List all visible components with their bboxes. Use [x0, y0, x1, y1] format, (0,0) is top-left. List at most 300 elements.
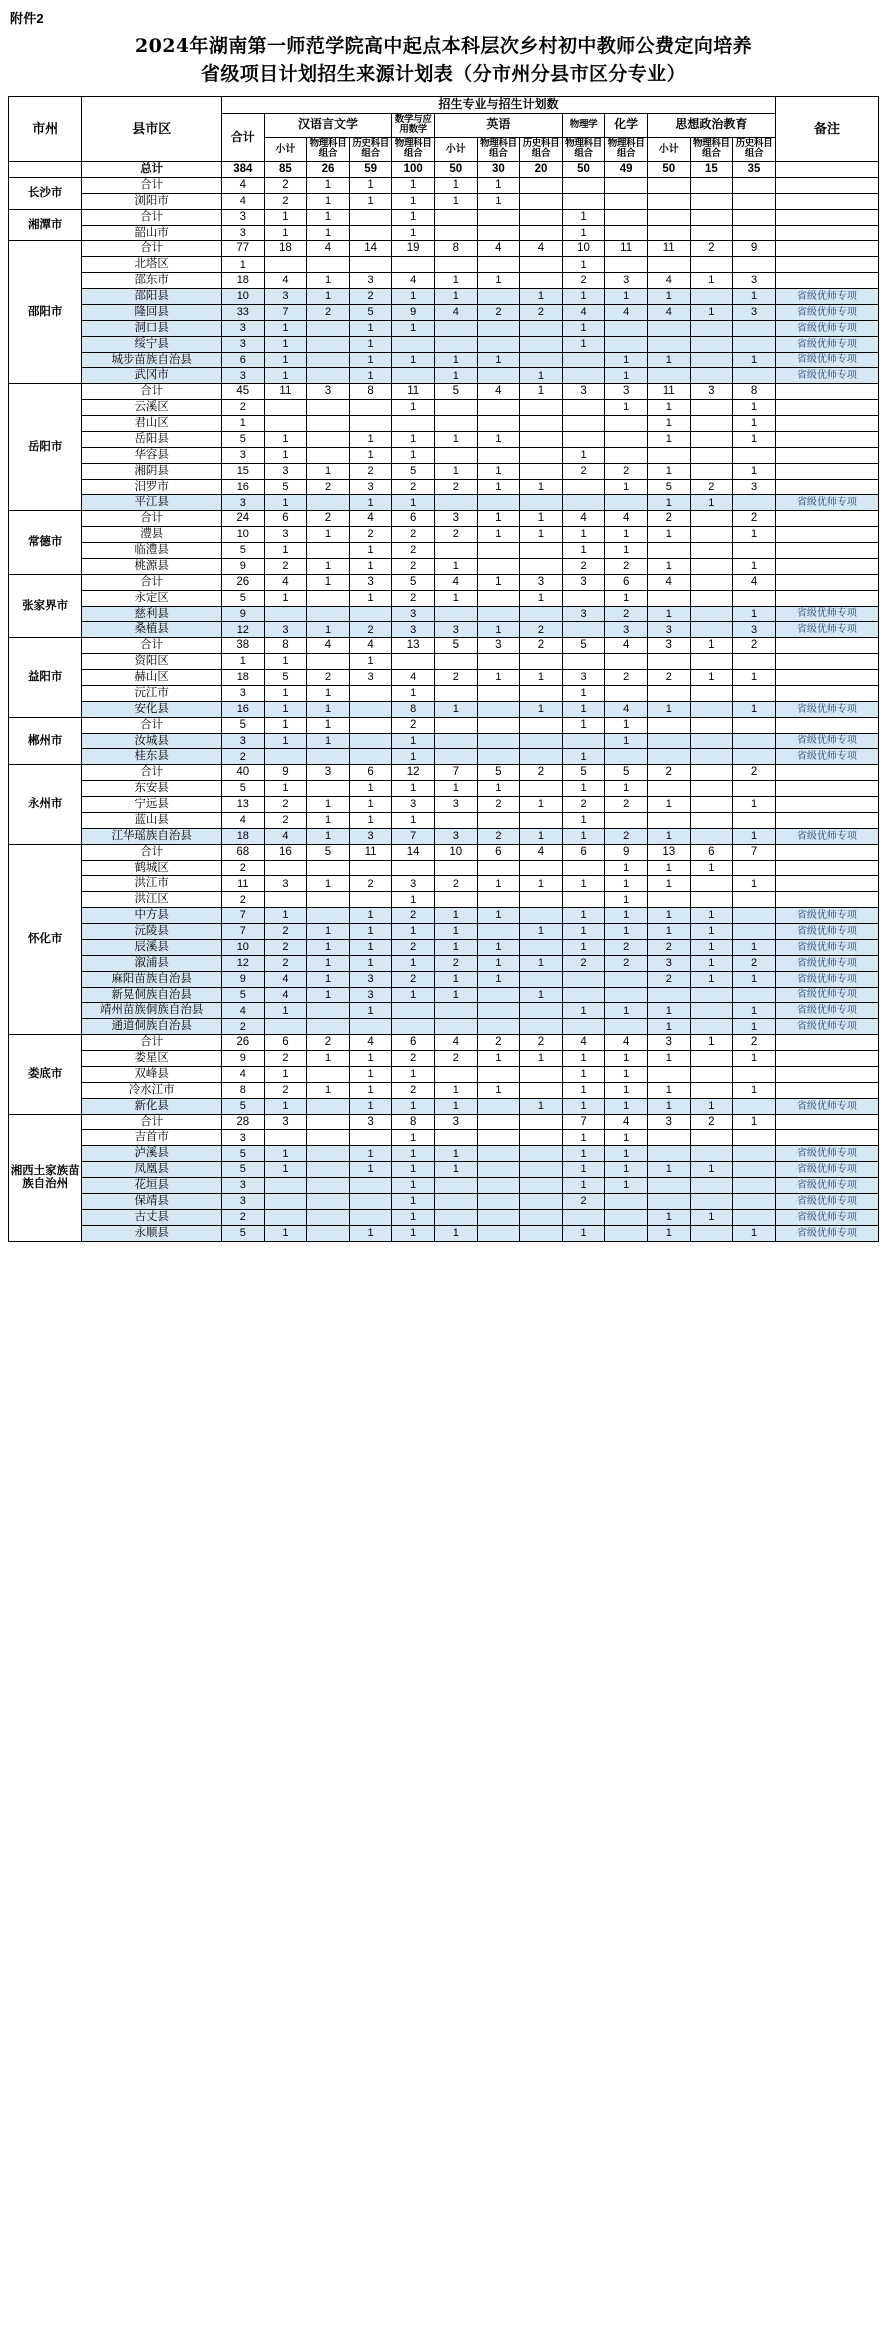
- plan-value-1: 2: [264, 955, 307, 971]
- plan-value-9: 1: [605, 717, 648, 733]
- plan-value-9: 1: [605, 368, 648, 384]
- table-row: [9, 670, 879, 686]
- plan-value-12: [733, 590, 776, 606]
- plan-value-1: 8: [264, 638, 307, 654]
- table-row: [9, 209, 879, 225]
- plan-value-0: 5: [222, 543, 265, 559]
- plan-value-12: 1: [733, 1114, 776, 1130]
- county-cell: 泸溪县: [82, 1146, 222, 1162]
- plan-value-2: [307, 1066, 350, 1082]
- plan-value-4: 1: [392, 320, 435, 336]
- county-cell: 合计: [82, 1114, 222, 1130]
- plan-value-11: 1: [690, 955, 733, 971]
- plan-value-9: 2: [605, 463, 648, 479]
- county-cell: 洪江区: [82, 892, 222, 908]
- plan-value-4: 12: [392, 765, 435, 781]
- plan-value-4: 1: [392, 431, 435, 447]
- plan-value-7: [520, 320, 563, 336]
- plan-value-0: 3: [222, 336, 265, 352]
- plan-value-9: [605, 812, 648, 828]
- table-row: [9, 1146, 879, 1162]
- plan-value-4: [392, 416, 435, 432]
- table-row: [9, 622, 879, 638]
- plan-value-2: 1: [307, 209, 350, 225]
- plan-value-2: 1: [307, 1082, 350, 1098]
- plan-value-4: 1: [392, 177, 435, 193]
- plan-value-0: 7: [222, 924, 265, 940]
- plan-value-12: [733, 781, 776, 797]
- plan-value-7: 1: [520, 479, 563, 495]
- plan-value-5: [434, 225, 477, 241]
- plan-value-9: 3: [605, 384, 648, 400]
- plan-value-4: 1: [392, 1162, 435, 1178]
- plan-value-2: 1: [307, 876, 350, 892]
- grand-total-value-7: 20: [520, 162, 563, 178]
- note-cell: [775, 876, 878, 892]
- plan-value-0: 2: [222, 749, 265, 765]
- plan-value-9: 1: [605, 543, 648, 559]
- plan-value-5: 1: [434, 273, 477, 289]
- plan-value-5: 2: [434, 955, 477, 971]
- grand-total-value-12: 35: [733, 162, 776, 178]
- note-cell: 省级优师专项: [775, 352, 878, 368]
- plan-value-8: 1: [562, 701, 605, 717]
- table-row: [9, 273, 879, 289]
- plan-value-6: 1: [477, 273, 520, 289]
- plan-value-12: 1: [733, 1003, 776, 1019]
- plan-value-6: 1: [477, 1051, 520, 1067]
- plan-value-11: [690, 590, 733, 606]
- plan-value-11: [690, 1146, 733, 1162]
- header-row-1: [9, 97, 879, 113]
- plan-value-5: 1: [434, 939, 477, 955]
- plan-value-8: [562, 400, 605, 416]
- plan-value-5: [434, 812, 477, 828]
- plan-value-8: 1: [562, 749, 605, 765]
- plan-value-12: [733, 1209, 776, 1225]
- plan-value-10: [647, 177, 690, 193]
- plan-value-1: 2: [264, 177, 307, 193]
- plan-value-12: [733, 749, 776, 765]
- table-row: [9, 304, 879, 320]
- plan-value-11: [690, 431, 733, 447]
- plan-value-11: [690, 1051, 733, 1067]
- plan-value-12: [733, 336, 776, 352]
- table-row: [9, 638, 879, 654]
- major-header-math: 数学与应用数学: [392, 113, 435, 137]
- note-cell: [775, 431, 878, 447]
- plan-value-8: [562, 177, 605, 193]
- note-cell: [775, 717, 878, 733]
- plan-value-6: [477, 225, 520, 241]
- table-row: [9, 479, 879, 495]
- plan-value-5: 1: [434, 177, 477, 193]
- note-cell: 省级优师专项: [775, 971, 878, 987]
- plan-value-5: 8: [434, 241, 477, 257]
- plan-value-10: 3: [647, 622, 690, 638]
- plan-value-5: 1: [434, 781, 477, 797]
- plan-value-6: 1: [477, 939, 520, 955]
- note-cell: 省级优师专项: [775, 1098, 878, 1114]
- table-row: [9, 416, 879, 432]
- table-row: [9, 368, 879, 384]
- plan-value-10: 1: [647, 1209, 690, 1225]
- plan-value-11: 1: [690, 939, 733, 955]
- plan-value-0: 12: [222, 622, 265, 638]
- table-row: [9, 1193, 879, 1209]
- plan-value-5: 1: [434, 193, 477, 209]
- grand-total-value-2: 26: [307, 162, 350, 178]
- note-cell: 省级优师专项: [775, 701, 878, 717]
- grand-total-value-5: 50: [434, 162, 477, 178]
- plan-value-6: 5: [477, 765, 520, 781]
- note-cell: [775, 1114, 878, 1130]
- plan-value-2: [307, 908, 350, 924]
- plan-value-4: 1: [392, 1193, 435, 1209]
- plan-value-5: 1: [434, 463, 477, 479]
- plan-value-1: 18: [264, 241, 307, 257]
- plan-value-1: 1: [264, 368, 307, 384]
- plan-value-0: 10: [222, 289, 265, 305]
- county-cell: 武冈市: [82, 368, 222, 384]
- plan-value-5: 1: [434, 1162, 477, 1178]
- note-cell: [775, 1082, 878, 1098]
- plan-value-12: [733, 860, 776, 876]
- plan-value-10: [647, 1146, 690, 1162]
- plan-value-2: 2: [307, 670, 350, 686]
- plan-value-7: [520, 860, 563, 876]
- plan-value-6: 1: [477, 463, 520, 479]
- plan-value-3: [349, 749, 392, 765]
- table-body: [9, 162, 879, 1242]
- plan-value-0: 5: [222, 781, 265, 797]
- plan-value-3: 1: [349, 447, 392, 463]
- plan-value-0: 3: [222, 320, 265, 336]
- plan-value-10: 1: [647, 431, 690, 447]
- plan-value-12: 1: [733, 463, 776, 479]
- plan-value-10: 2: [647, 765, 690, 781]
- county-cell: 湘阴县: [82, 463, 222, 479]
- plan-value-2: 1: [307, 463, 350, 479]
- note-cell: [775, 844, 878, 860]
- plan-value-5: [434, 320, 477, 336]
- plan-value-1: 4: [264, 987, 307, 1003]
- plan-value-1: 1: [264, 447, 307, 463]
- plan-value-12: [733, 654, 776, 670]
- table-row: [9, 558, 879, 574]
- note-cell: [775, 670, 878, 686]
- plan-value-9: 1: [605, 590, 648, 606]
- plan-value-10: 1: [647, 1082, 690, 1098]
- table-row: [9, 717, 879, 733]
- plan-value-7: 1: [520, 701, 563, 717]
- plan-value-2: 1: [307, 622, 350, 638]
- note-cell: [775, 765, 878, 781]
- plan-value-11: [690, 828, 733, 844]
- plan-value-4: 1: [392, 400, 435, 416]
- plan-value-0: 6: [222, 352, 265, 368]
- plan-value-5: 1: [434, 908, 477, 924]
- plan-value-11: [690, 336, 733, 352]
- plan-value-8: 3: [562, 384, 605, 400]
- county-cell: 靖州苗族侗族自治县: [82, 1003, 222, 1019]
- subcol-politics-history-group: 历史科目组合: [733, 137, 776, 161]
- plan-value-5: 1: [434, 1146, 477, 1162]
- plan-value-12: 1: [733, 1082, 776, 1098]
- note-cell: 省级优师专项: [775, 1162, 878, 1178]
- table-head: [9, 97, 879, 162]
- table-row: [9, 352, 879, 368]
- plan-value-2: 1: [307, 558, 350, 574]
- plan-value-6: 1: [477, 876, 520, 892]
- plan-value-12: 3: [733, 622, 776, 638]
- plan-value-11: [690, 749, 733, 765]
- plan-value-2: 1: [307, 273, 350, 289]
- plan-value-12: [733, 812, 776, 828]
- plan-value-5: 2: [434, 670, 477, 686]
- plan-value-0: 3: [222, 1193, 265, 1209]
- plan-value-1: 4: [264, 971, 307, 987]
- plan-value-7: [520, 1019, 563, 1035]
- plan-value-9: [605, 209, 648, 225]
- plan-value-8: 4: [562, 511, 605, 527]
- table-row: [9, 1162, 879, 1178]
- subcol-chemistry-physics-group: 物理科目组合: [605, 137, 648, 161]
- plan-value-11: 1: [690, 1162, 733, 1178]
- plan-value-1: 16: [264, 844, 307, 860]
- plan-value-5: 1: [434, 1098, 477, 1114]
- county-cell: 保靖县: [82, 1193, 222, 1209]
- plan-value-11: 1: [690, 971, 733, 987]
- county-cell: 临澧县: [82, 543, 222, 559]
- plan-value-4: [392, 860, 435, 876]
- plan-value-10: [647, 368, 690, 384]
- plan-value-7: [520, 733, 563, 749]
- table-row: [9, 860, 879, 876]
- plan-value-5: [434, 447, 477, 463]
- county-cell: 桑植县: [82, 622, 222, 638]
- plan-value-5: 4: [434, 574, 477, 590]
- plan-value-1: 1: [264, 431, 307, 447]
- plan-value-3: 3: [349, 987, 392, 1003]
- plan-value-1: 1: [264, 1003, 307, 1019]
- subcol-physics-physics-group: 物理科目组合: [562, 137, 605, 161]
- plan-value-5: 3: [434, 622, 477, 638]
- plan-value-12: 2: [733, 765, 776, 781]
- plan-value-8: 1: [562, 812, 605, 828]
- note-cell: 省级优师专项: [775, 924, 878, 940]
- plan-value-5: [434, 860, 477, 876]
- plan-value-0: 11: [222, 876, 265, 892]
- major-header-physics: 物理学: [562, 113, 605, 137]
- plan-value-7: [520, 781, 563, 797]
- note-cell: [775, 892, 878, 908]
- plan-value-8: 1: [562, 1130, 605, 1146]
- county-cell: 桂东县: [82, 749, 222, 765]
- grand-total-value-8: 50: [562, 162, 605, 178]
- plan-value-11: [690, 1225, 733, 1241]
- plan-value-4: 19: [392, 241, 435, 257]
- plan-value-7: 1: [520, 828, 563, 844]
- county-cell: 辰溪县: [82, 939, 222, 955]
- plan-value-3: 1: [349, 320, 392, 336]
- plan-value-2: [307, 1098, 350, 1114]
- plan-value-12: [733, 368, 776, 384]
- plan-value-5: 2: [434, 479, 477, 495]
- plan-value-6: [477, 1225, 520, 1241]
- plan-value-5: 3: [434, 797, 477, 813]
- plan-value-0: 38: [222, 638, 265, 654]
- note-cell: [775, 860, 878, 876]
- plan-value-10: 1: [647, 908, 690, 924]
- plan-value-7: [520, 177, 563, 193]
- plan-value-0: 9: [222, 606, 265, 622]
- plan-value-10: 3: [647, 1035, 690, 1051]
- plan-value-5: [434, 400, 477, 416]
- table-row: [9, 320, 879, 336]
- plan-value-0: 16: [222, 701, 265, 717]
- plan-value-9: [605, 1225, 648, 1241]
- plan-value-3: 1: [349, 336, 392, 352]
- plan-value-4: [392, 368, 435, 384]
- page-title: [8, 33, 879, 88]
- plan-value-8: 1: [562, 908, 605, 924]
- plan-value-4: 2: [392, 1082, 435, 1098]
- plan-value-10: 2: [647, 511, 690, 527]
- plan-value-9: 5: [605, 765, 648, 781]
- plan-value-3: 1: [349, 908, 392, 924]
- plan-value-9: 1: [605, 400, 648, 416]
- plan-value-9: [605, 685, 648, 701]
- plan-value-1: 3: [264, 1114, 307, 1130]
- plan-value-2: [307, 495, 350, 511]
- county-cell: 安化县: [82, 701, 222, 717]
- note-cell: [775, 797, 878, 813]
- plan-value-3: 4: [349, 511, 392, 527]
- plan-value-4: 1: [392, 447, 435, 463]
- plan-value-11: [690, 622, 733, 638]
- plan-value-6: [477, 717, 520, 733]
- plan-value-3: [349, 1130, 392, 1146]
- plan-value-9: 1: [605, 527, 648, 543]
- plan-value-5: 1: [434, 558, 477, 574]
- plan-value-7: [520, 193, 563, 209]
- plan-value-0: 3: [222, 209, 265, 225]
- plan-value-4: 2: [392, 527, 435, 543]
- plan-value-8: 1: [562, 939, 605, 955]
- plan-value-2: 1: [307, 225, 350, 241]
- plan-value-11: [690, 527, 733, 543]
- city-cell: 湘西土家族苗族自治州: [9, 1114, 82, 1241]
- plan-value-8: 1: [562, 257, 605, 273]
- plan-value-3: 2: [349, 876, 392, 892]
- subcol-chinese-history-group: 历史科目组合: [349, 137, 392, 161]
- plan-value-1: [264, 1019, 307, 1035]
- plan-value-6: [477, 495, 520, 511]
- plan-value-8: 2: [562, 797, 605, 813]
- county-cell: 冷水江市: [82, 1082, 222, 1098]
- plan-value-3: 1: [349, 781, 392, 797]
- plan-value-8: [562, 1019, 605, 1035]
- plan-value-7: [520, 1066, 563, 1082]
- plan-value-6: 4: [477, 241, 520, 257]
- table-row: [9, 1209, 879, 1225]
- grand-total-row: [9, 162, 879, 178]
- plan-value-4: 2: [392, 558, 435, 574]
- plan-value-2: 3: [307, 384, 350, 400]
- col-header-total: 合计: [222, 113, 265, 162]
- table-row: [9, 1130, 879, 1146]
- plan-value-1: 2: [264, 924, 307, 940]
- table-row: [9, 257, 879, 273]
- county-cell: 绥宁县: [82, 336, 222, 352]
- plan-value-11: [690, 797, 733, 813]
- county-cell: 汝城县: [82, 733, 222, 749]
- plan-value-1: 1: [264, 352, 307, 368]
- table-row: [9, 336, 879, 352]
- plan-value-10: [647, 1066, 690, 1082]
- plan-value-0: 9: [222, 558, 265, 574]
- plan-value-10: [647, 812, 690, 828]
- plan-value-10: [647, 447, 690, 463]
- plan-value-12: [733, 892, 776, 908]
- county-cell: 蓝山县: [82, 812, 222, 828]
- plan-value-1: 7: [264, 304, 307, 320]
- plan-value-1: 1: [264, 781, 307, 797]
- plan-value-3: 1: [349, 1082, 392, 1098]
- county-cell: 云溪区: [82, 400, 222, 416]
- plan-value-1: 1: [264, 209, 307, 225]
- plan-value-11: [690, 1193, 733, 1209]
- plan-value-4: 11: [392, 384, 435, 400]
- plan-value-0: 4: [222, 1066, 265, 1082]
- plan-value-3: [349, 860, 392, 876]
- table-row: [9, 1035, 879, 1051]
- county-cell: 宁远县: [82, 797, 222, 813]
- plan-value-1: 1: [264, 590, 307, 606]
- note-cell: 省级优师专项: [775, 1019, 878, 1035]
- plan-value-6: [477, 860, 520, 876]
- plan-value-10: 1: [647, 701, 690, 717]
- plan-value-12: 1: [733, 606, 776, 622]
- grand-total-value-0: 384: [222, 162, 265, 178]
- plan-value-9: 1: [605, 892, 648, 908]
- plan-value-9: [605, 495, 648, 511]
- plan-value-8: 1: [562, 1082, 605, 1098]
- city-cell: 郴州市: [9, 717, 82, 765]
- note-cell: 省级优师专项: [775, 908, 878, 924]
- table-row: [9, 1098, 879, 1114]
- note-cell: [775, 1130, 878, 1146]
- plan-value-8: 1: [562, 924, 605, 940]
- plan-value-8: 2: [562, 558, 605, 574]
- plan-value-1: 1: [264, 733, 307, 749]
- plan-value-1: 5: [264, 670, 307, 686]
- plan-value-10: [647, 749, 690, 765]
- plan-value-12: 2: [733, 1035, 776, 1051]
- plan-value-0: 9: [222, 1051, 265, 1067]
- plan-value-10: 11: [647, 241, 690, 257]
- plan-value-4: 1: [392, 987, 435, 1003]
- plan-value-1: 11: [264, 384, 307, 400]
- plan-value-11: [690, 892, 733, 908]
- plan-value-3: 1: [349, 1003, 392, 1019]
- county-cell: 平江县: [82, 495, 222, 511]
- table-row: [9, 606, 879, 622]
- plan-value-7: 1: [520, 955, 563, 971]
- note-cell: [775, 1066, 878, 1082]
- plan-value-6: [477, 812, 520, 828]
